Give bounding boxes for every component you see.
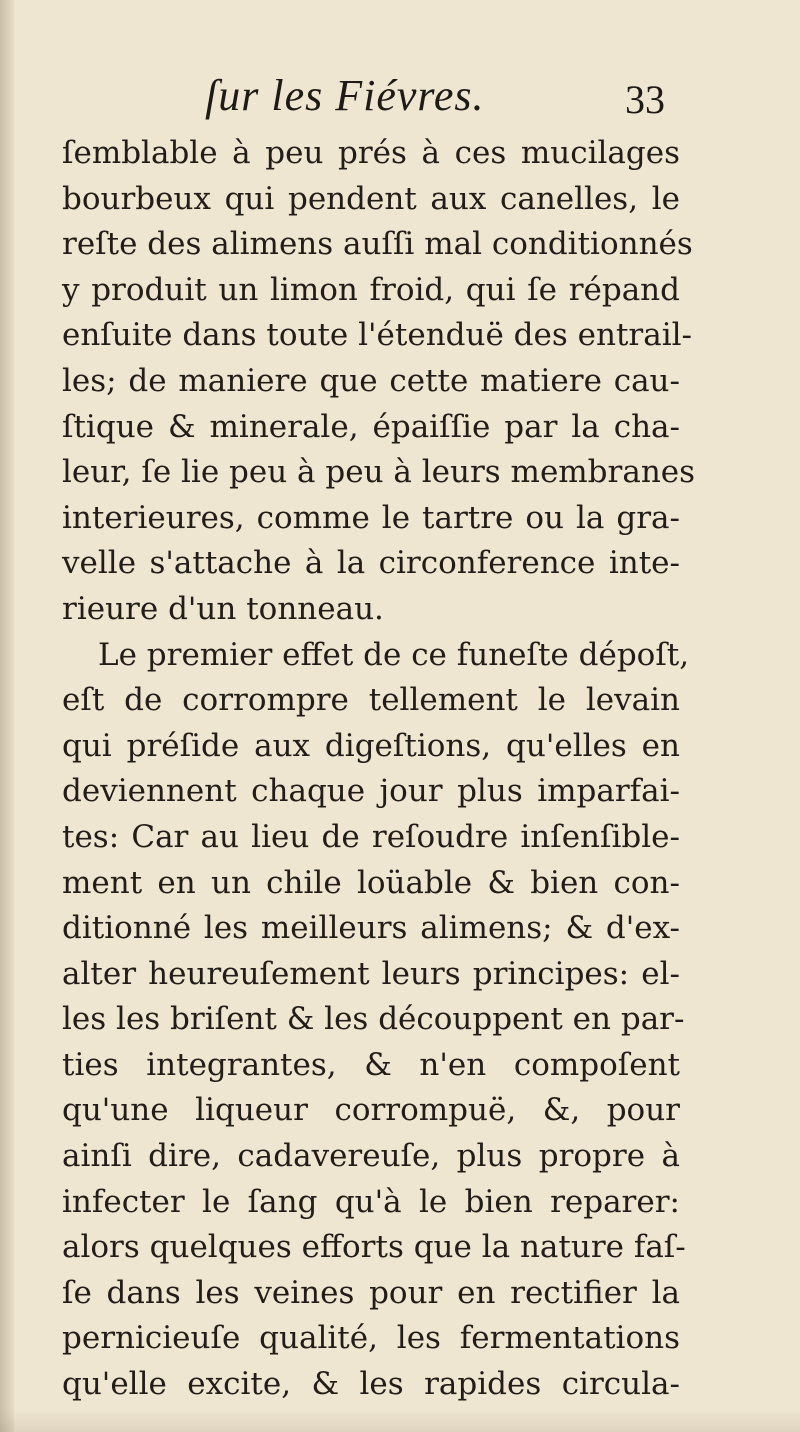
text-line: ſtique & minerale, épaiſſie par la cha- — [62, 408, 680, 445]
page-bottom-shadow — [0, 1410, 800, 1432]
text-line: alter heureuſement leurs principes: el- — [62, 955, 680, 992]
text-line: ment en un chile loüable & bien con- — [62, 864, 680, 901]
running-title: ſur les Fiévres. — [205, 71, 485, 120]
text-line: enſuite dans toute l'étenduë des entrail- — [62, 317, 693, 354]
text-line: leur, ſe lie peu à peu à leurs membranes — [62, 454, 696, 491]
text-line: y produit un limon froid, qui ſe répand — [62, 271, 680, 308]
text-line: deviennent chaque jour plus imparfai- — [62, 773, 680, 810]
text-line: reſte des alimens auſſi mal conditionnés — [62, 226, 693, 263]
text-line: infecter le ſang qu'à le bien reparer: — [62, 1183, 680, 1220]
body-text — [62, 131, 696, 1408]
text-line: velle s'attache à la circonference inte- — [62, 545, 680, 582]
paragraph-end-line: rieure d'un tonneau. — [62, 590, 384, 627]
text-line: tes: Car au lieu de reſoudre inſenſible- — [62, 818, 680, 855]
text-line: ditionné les meilleurs alimens; & d'ex- — [62, 910, 680, 947]
text-line: qu'une liqueur corrompuë, &, pour — [62, 1092, 680, 1129]
text-line: eſt de corrompre tellement le levain — [62, 682, 680, 719]
running-head — [0, 70, 800, 130]
text-line: ainſi dire, cadavereuſe, plus propre à — [62, 1138, 680, 1175]
page-gutter-edge — [0, 0, 14, 1432]
text-line: ſemblable à peu prés à ces mucilages — [62, 135, 680, 171]
text-line: les; de maniere que cette matiere cau- — [62, 362, 680, 399]
text-line: alors quelques efforts que la nature faſ- — [62, 1229, 686, 1266]
text-line: pernicieuſe qualité, les fermentations — [62, 1320, 680, 1357]
text-line: bourbeux qui pendent aux canelles, le — [62, 180, 680, 217]
text-line: interieures, comme le tartre ou la gra- — [62, 499, 680, 536]
text-line: ſe dans les veines pour en rectifier la — [62, 1274, 680, 1311]
paragraph-start-line: Le premier effet de ce funeſte dépoſt, — [98, 636, 690, 673]
text-line: qu'elle excite, & les rapides circula- — [62, 1366, 680, 1403]
page-number: 33 — [625, 77, 665, 122]
text-line: les les briſent & les découppent en par- — [62, 1001, 685, 1038]
text-line: ties integrantes, & n'en compoſent — [62, 1046, 680, 1083]
text-line: qui préſide aux digeſtions, qu'elles en — [62, 727, 680, 764]
